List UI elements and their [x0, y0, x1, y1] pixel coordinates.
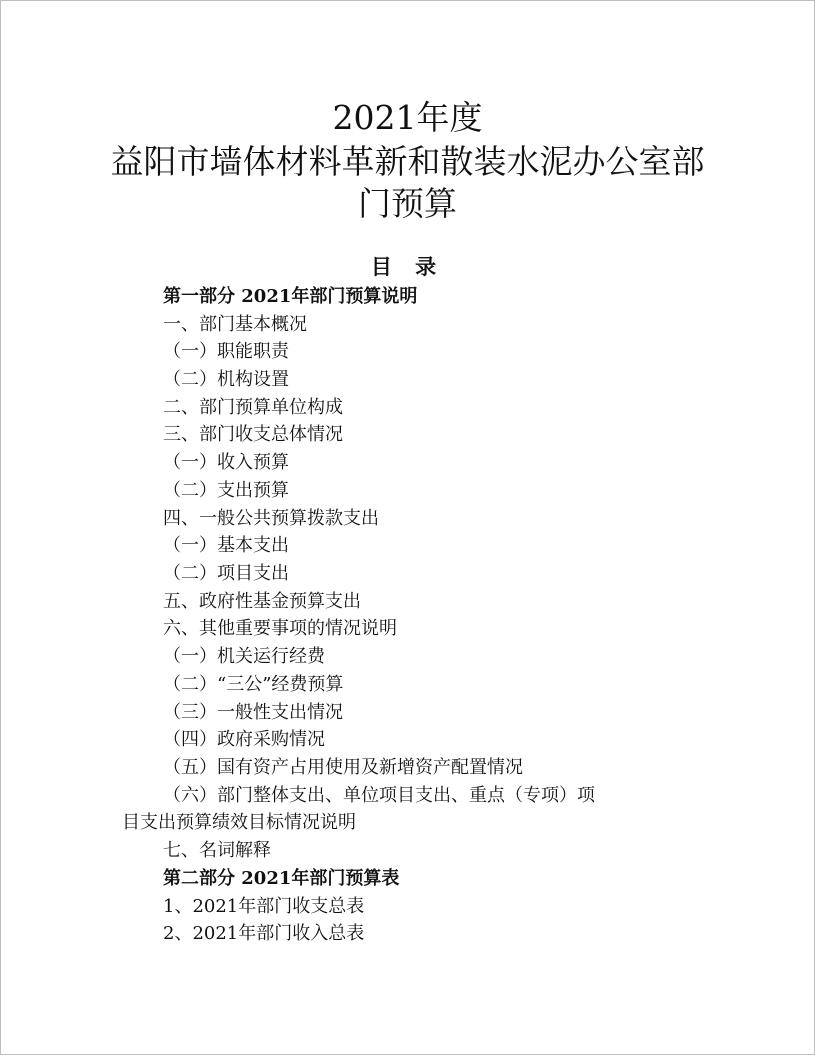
- toc-item: （一）职能职责: [163, 341, 289, 362]
- toc-item: （一）机关运行经费: [163, 646, 325, 667]
- toc-item: （二）“三公”经费预算: [163, 674, 344, 695]
- toc-item: （五）国有资产占用使用及新增资产配置情况: [163, 757, 523, 778]
- toc-item-continuation: 目支出预算绩效目标情况说明: [122, 812, 356, 833]
- toc-item: 七、名词解释: [163, 840, 271, 861]
- toc-item: 三、部门收支总体情况: [163, 424, 343, 445]
- toc-item: （二）机构设置: [163, 369, 289, 390]
- toc-item: 四、一般公共预算拨款支出: [163, 508, 379, 529]
- toc-item: （一）基本支出: [163, 535, 289, 556]
- toc-item: 六、其他重要事项的情况说明: [163, 618, 397, 639]
- toc-part-one: 第一部分 2021年部门预算说明: [163, 286, 418, 307]
- document-title-org: 益阳市墙体材料革新和散装水泥办公室部: [110, 142, 705, 181]
- toc-item: （四）政府采购情况: [163, 729, 325, 750]
- toc-item: 五、政府性基金预算支出: [163, 591, 361, 612]
- toc-item: （一）收入预算: [163, 452, 289, 473]
- toc-item: （六）部门整体支出、单位项目支出、重点（专项）项: [163, 785, 595, 806]
- toc-part-two: 第二部分 2021年部门预算表: [163, 868, 400, 889]
- toc-item: （三）一般性支出情况: [163, 702, 343, 723]
- document-title-suffix: 门预算: [358, 184, 457, 223]
- toc-item: 2、2021年部门收入总表: [163, 923, 365, 944]
- toc-item: 一、部门基本概况: [163, 314, 307, 335]
- toc-item: （二）项目支出: [163, 563, 289, 584]
- toc-item: 二、部门预算单位构成: [163, 397, 343, 418]
- document-title-year: 2021年度: [332, 98, 483, 137]
- toc-item: 1、2021年部门收支总表: [163, 896, 365, 917]
- toc-item: （二）支出预算: [163, 480, 289, 501]
- toc-heading: 目 录: [370, 254, 445, 279]
